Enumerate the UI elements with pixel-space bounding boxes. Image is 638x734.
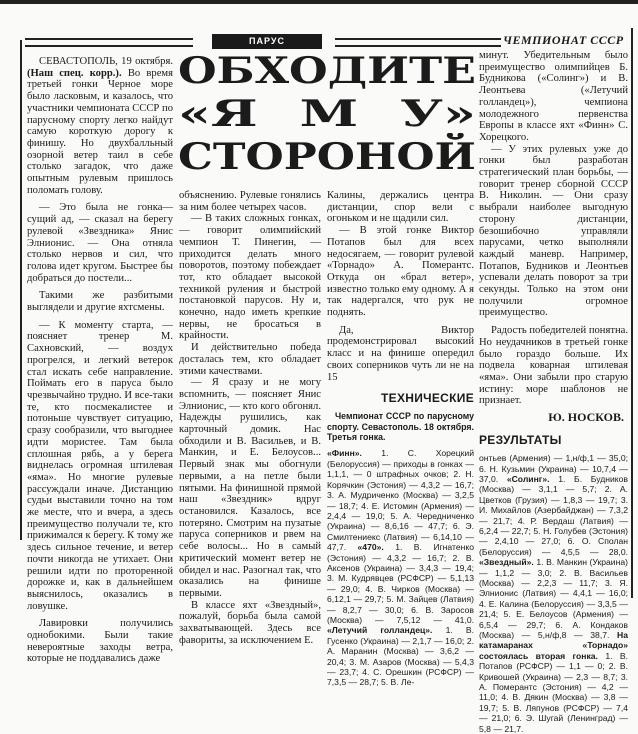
paragraph: Радость победителей понятна. Но неудачников в третьей гонке было гораздо больше. Их подвела коварная штилевая «яма». Они забыли про старую истину: море шаблонов не признает. xyxy=(479,325,628,407)
byline: (Наш спец. корр.). xyxy=(27,67,122,79)
headline-row-2 xyxy=(178,93,476,136)
results-entry: 1. В. Манкин (Украина) — 1,1,2 — 3,0; 2. В. Васильев (Москва) — 2,2,3 — 11,7; 3. Я. Элнионис (Латвия) — 4,4,1 — 16,0; 4. Е. Калина (Белоруссия) — 3,3,5 — 21,4; 5. Е. Белоусов (Армения) — 6,5,4 — 29,7; 6. А. Кондаков (Москва) — 5,н/ф,8 — 38,7. xyxy=(479,557,628,640)
results-entry: 1. В. Потапов (РСФСР) — 1,1 — 0; 2. В. Кривошей (Украина) — 2,3 — 8,7; 3. А. Померантс (Эстония) — 4,2 — 11,0; 4. В. Дякин (Москва) — 3,8 — 19,7; 5. В. Ляпунов (РСФСР) — 7,4 — 21,0; 6. Э. Шугай (Ленинград) — 5,8 — 21,7. xyxy=(479,650,628,734)
results-entry: 1. Б. Будников (Москва) — 3,1,1 — 5,7; 2. А. Цветков (Грузия) — 1,8,3 — 19,7; 3. И. Михайлов (Азербайджан) — 7,3,2 — 21,7; 4. Р. Вердаш (Латвия) — 6,2,4 — 22,7; 5. Н. Голубев (Эстония) — 2,4,10 — 27,0; 6. О. Сполан (Белоруссия) — 4,5,5 — 28,0. xyxy=(479,473,628,557)
article-column-4 xyxy=(479,50,628,734)
article-column-3 xyxy=(327,190,474,688)
results-class-label: «Звездный». xyxy=(479,557,537,568)
paragraph: Такими же разбитыми выглядели и другие яхтсмены. xyxy=(27,290,173,314)
headline-row-3 xyxy=(178,136,476,179)
results-text-part-2 xyxy=(479,453,628,734)
headline-line-3: СТОРОНОЙ xyxy=(178,136,476,178)
paragraph: И действительно победа досталась тем, кто обладает этими качествами. xyxy=(179,342,321,377)
results-class-label: «Летучий голландец». xyxy=(327,625,446,636)
results-entry: 1. В. Игнатенко (Эстония) — 4,3,2 — 16,7; 2. В. Аксенов (Украина) — 3,4,3 — 19,4; 3. М. Кудрявцев (РСФСР) — 5,1,13 — 29,0; 4. В. Чирков (Москва) — 6,12,1 — 29,7; 5. М. Зайцев (Латвия) — 8,2,7 — 30,0; 6. В. Заросов (Москва) — 7,5,12 — 41,0. xyxy=(327,542,474,625)
results-heading-right: РЕЗУЛЬТАТЫ xyxy=(479,433,562,448)
paragraph: Лавировки получились однобокими. Были такие невероятные заходы ветра, которые не поддавались даже xyxy=(27,618,173,665)
section-header: ЧЕМПИОНАТ СССР xyxy=(503,33,624,47)
paragraph: — В этой гонке Виктор Потапов был для всех недосягаем, — говорит рулевой «Торнадо» А. Померантс. Откуда он «брал ветер», известно только ему одному. А я так надергался, что рук не поднять. xyxy=(327,225,474,319)
paragraph: — Я сразу и не могу вспомнить, — поясняет Янис Элнионис, — кто кого обгонял. Надежды рушились, как карточный домик. Нас обходили и В. Васильев, и В. Манкин, и Е. Белоусов... Первый знак мы обогнули первыми, а на петле были пятыми. На финишной прямой наш «Звездник» вдруг остановился. Казалось, все потеряно. Смотрим на пузатые паруса соперников и рвем на себе волосы... Но в самый критический момент ветер не обидел и нас. Разогнал так, что оказались на финише первыми. xyxy=(179,377,321,599)
dateline: СЕВАСТОПОЛЬ, 19 октября. xyxy=(39,56,173,67)
headline-line-2: «Я М У» xyxy=(178,93,476,135)
headline-line-1: ОБХОДИТЕ xyxy=(178,50,476,92)
results-class-label: «Солинг». xyxy=(506,473,559,484)
paragraph: Да, Виктор продемонстрировал высокий класс и на финише опередил своих соперников чуть ли не на 15 xyxy=(327,324,474,383)
author-signature: Ю. НОСКОВ. xyxy=(548,410,624,425)
paragraph: — К моменту старта, — поясняет тренер М. Сахновский, — воздух прогрелся, и легкий ветерок стал искать себе направление. Поймать его в паруса было чрезвычайно трудно. И все-таки те, кто посмекалистее и потоньше чувствует ситуацию, сразу сообразили, что выгоднее идти мористее. Там была сплошная рябь, а у берега виднелась огромная штилевая «яма». Но многие рулевые рассуждали иначе. Дистанцию судьи выставили точно на том же месте, что и вчера, а здесь преимущество получали те, кто прижимался к берегу. К тому же здесь сильное течение, и ветер почти никогда не утихает. Они решили идти по проторенной дорожке и, как в дальнейшем выяснилось, оказались в ловушке. xyxy=(27,319,174,612)
paragraph: — Это была не гонка—сущий ад, — сказал на берегу рулевой «Звездника» Янис Элнионис. — Она отняла столько нервов и сил, что голова идет кругом. Быстрее бы добраться до постели... xyxy=(27,202,173,284)
right-column-rule xyxy=(631,28,633,598)
headline xyxy=(178,50,476,179)
results-class-label: На катамаранах «Торнадо» состоялась вторая гонка. xyxy=(479,630,628,661)
page-edge-bar xyxy=(0,0,638,4)
paragraph: объяснению. Рулевые гонялись за ним более четырех часов. xyxy=(179,190,321,213)
results-entry: 1. С. Хорецкий (Белоруссия) — приходы в гонках — 1,1,1, — 0 штрафных очков; 2. Н. Корячкин (Эстония) — 4,3,2 — 16,7; 3. А. Мудриченко (Москва) — 3,2,5 — 18,7; 4. Е. Истомин (Армения) — 2,4,4 — 19,0; 5. А. Чередниченко (Украина) — 8,6,16 — 47,7; 6. Э. Смилтениекс (Латвия) — 6,14,10 — 47,7. xyxy=(327,448,474,553)
paragraph: В классе яхт «Звездный», пожалуй, борьба была самой захватывающей. Здесь все фавориты, за исключением Е. xyxy=(179,599,321,646)
headline-row-1 xyxy=(178,50,476,93)
left-column-rule xyxy=(20,40,22,540)
results-class-label: «Финн». xyxy=(327,448,382,459)
paragraph: — У этих рулевых уже до гонки был разработан стратегический план борьбы, — говорит тренер сборной СССР В. Николин. — Они сразу выбрали наиболее выгодную сторону дистанции, безошибочно управляли парусами, четко выполняли каждый маневр. Например, Потапов, Будников и Леонтьев успевали делать поворот за три секунды. Только на этом они получили огромное преимущество. xyxy=(479,143,628,319)
results-lead: Чемпионат СССР по парусному спорту. Севастополь. 18 октября. Третья гонка. xyxy=(327,411,474,443)
results-entry: онтьев (Армения) — 1,н/ф,1 — 35,0; 6. Н. Кузьмин (Украина) — 10,7,4 — 37,0. xyxy=(479,453,628,484)
paragraph: Во время третьей гонки Черное море было ласковым, и казалось, что участники чемпионата СССР по парусному спорту легко найдут самую короткую дорогу к финишу. Но двухбалльный озорной ветер таил в себе столько загадок, что даже опытным рулевым пришлось поломать голову. xyxy=(27,67,173,196)
results-text-part-1 xyxy=(327,448,474,687)
article-column-2 xyxy=(179,190,321,646)
results-class-label: «470». xyxy=(357,542,396,553)
paragraph: минут. Убедительным было преимущество олимпийцев Б. Будникова («Солинг») и В. Леонтьева («Летучий голландец»), чемпиона молодежного первенства Европы в классе яхт «Финн» С. Хорецкого. xyxy=(479,50,628,143)
results-heading-left: ТЕХНИЧЕСКИЕ xyxy=(381,391,474,406)
article-column-1 xyxy=(27,56,173,665)
paragraph: — В таких сложных гонках, — говорит олимпийский чемпион Т. Пинегин, — приходится делать много поворотов, поэтому побеждает тот, кто обладает высокой техникой руления и быстрой постановкой парусов. Ну и, конечно, надо иметь крепкие нервы, не бросаться в крайности. xyxy=(179,213,321,342)
paragraph: Калины, держались центра дистанции, спор вели с огоньком и не щадили сил. xyxy=(327,190,474,225)
header-double-rule-right xyxy=(335,38,501,47)
rubric-label: ПАРУС xyxy=(212,34,322,49)
header-double-rule-left xyxy=(25,38,193,47)
results-entry: 1. В. Гусенко (Украина) — 2,1,7 — 16,0; 2. А. Маранин (Москва) — 3,6,2 — 20,4; 3. М. Азаров (Москва) — 5,4,3 — 23,7; 4. С. Орешкин (РСФСР) — 7,3,5 — 28,7; 5. В. Ле- xyxy=(327,625,474,688)
